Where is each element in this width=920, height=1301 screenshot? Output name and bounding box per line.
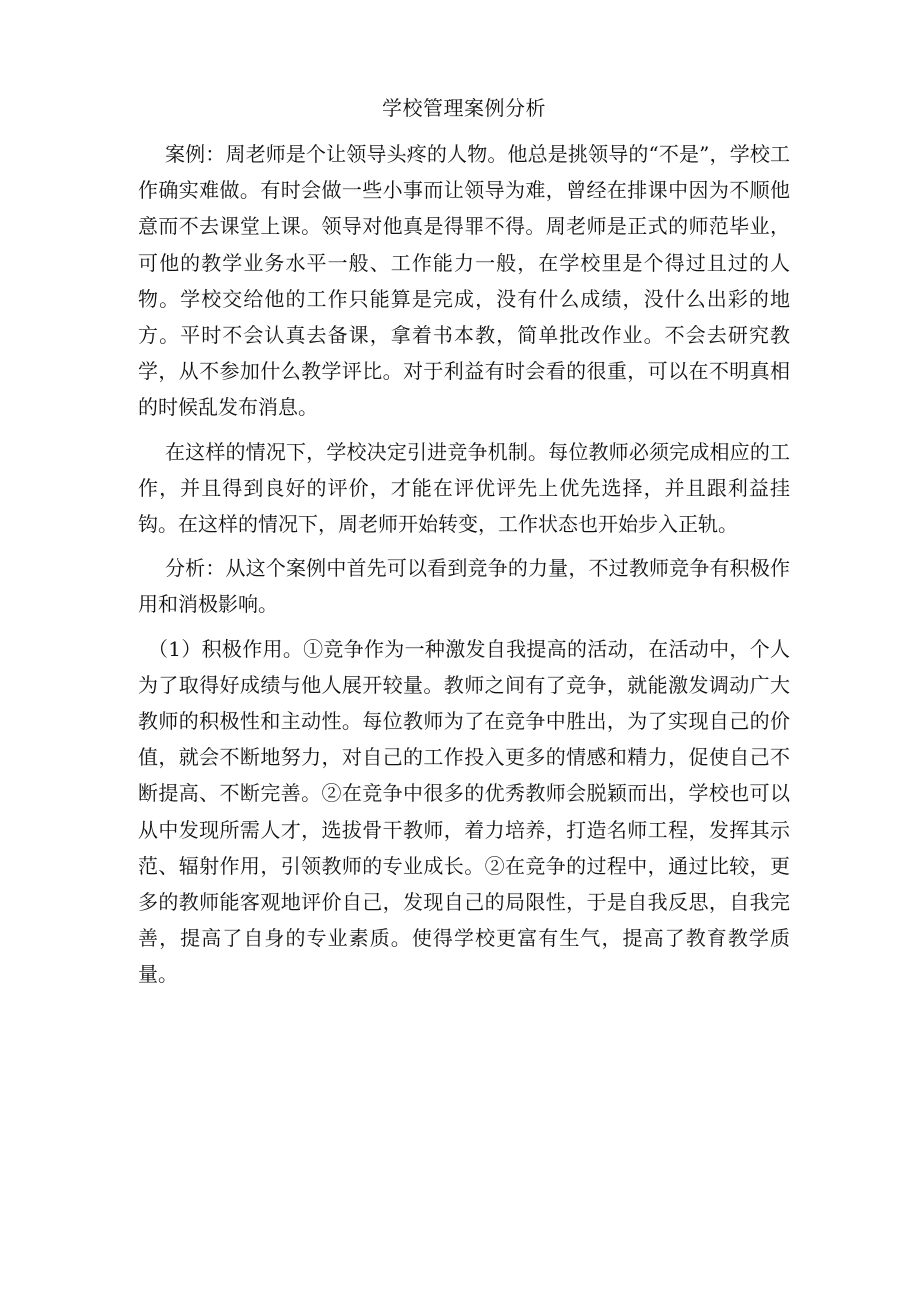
document-title: 学校管理案例分析 [382,96,546,120]
analysis-paragraph: 分析：从这个案例中首先可以看到竞争的力量，不过教师竞争有积极作用和消极影响。 [138,556,790,617]
positive-effects-paragraph: （1）积极作用。①竞争作为一种激发自我提高的活动，在活动中，个人为了取得好成绩与他人展开较量。教师之间有了竞争，就能激发调动广大教师的积极性和主动性。每位教师为了在竞争中胜出，为了实现自己的价值，就会不断地努力，对自己的工作投入更多的情感和精力，促使自己不断提高、不断完善。②在竞争中很多的优秀教师会脱颖而出，学校也可以从中发现所需人才，选拔骨干教师，着力培养，打造名师工程，发挥其示范、辐射作用，引领教师的专业成长。②在竞争的过程中，通过比较，更多的教师能客观地评价自己，发现自己的局限性，于是自我反思，自我完善，提高了自身的专业素质。使得学校更富有生气，提高了教育教学质量。 [138,636,790,987]
competition-mechanism-paragraph: 在这样的情况下，学校决定引进竞争机制。每位教师必须完成相应的工作，并且得到良好的评价，才能在评优评先上优先选择，并且跟利益挂钩。在这样的情况下，周老师开始转变，工作状态也开始步入正轨。 [138,439,790,537]
case-paragraph: 案例：周老师是个让领导头疼的人物。他总是挑领导的“不是”，学校工作确实难做。有时会做一些小事而让领导为难，曾经在排课中因为不顺他意而不去课堂上课。领导对他真是得罪不得。周老师是正式的师范毕业，可他的教学业务水平一般、工作能力一般，在学校里是个得过且过的人物。学校交给他的工作只能算是完成，没有什么成绩，没什么出彩的地方。平时不会认真去备课，拿着书本教，简单批改作业。不会去研究教学，从不参加什么教学评比。对于利益有时会看的很重，可以在不明真相的时候乱发布消息。 [138,142,790,420]
